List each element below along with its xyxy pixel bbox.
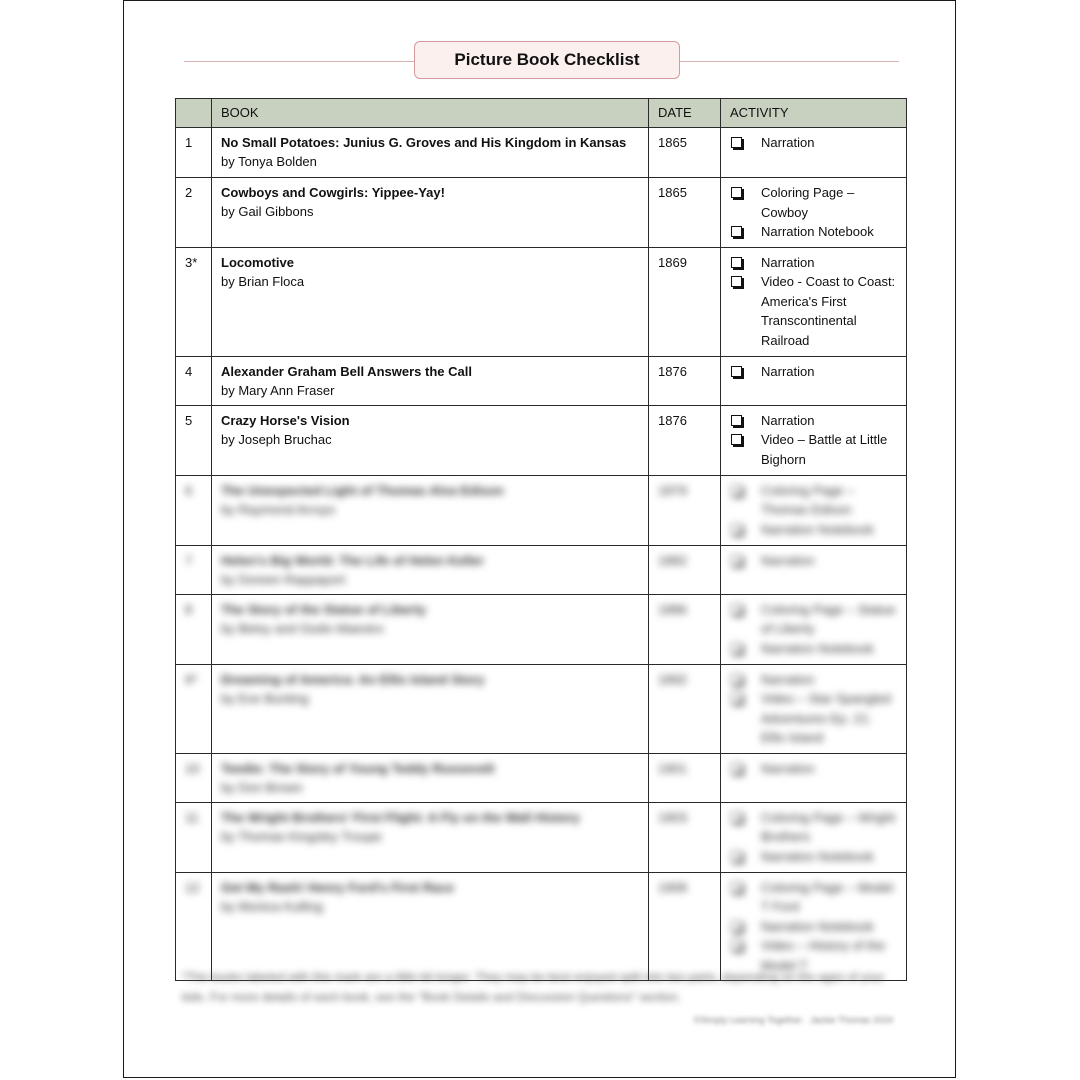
- activity-label: Video – Star Spangled Adventures Ep. 21: Ellis Island: [761, 691, 891, 745]
- activity-list: [730, 878, 897, 976]
- book-cell: [212, 247, 649, 356]
- book-title: Dreaming of America: An Ellis Island Story: [221, 671, 485, 687]
- checkbox-icon[interactable]: [731, 276, 742, 287]
- activity-item: [730, 808, 897, 847]
- book-author: by Eve Bunting: [221, 690, 309, 706]
- activity-item: [730, 183, 897, 222]
- activity-item: [730, 600, 897, 639]
- book-author: by Monica Kulling: [221, 898, 323, 914]
- header-book: BOOK: [212, 99, 649, 128]
- row-number: 1: [176, 128, 212, 178]
- table-row: [176, 594, 907, 664]
- activity-item: [730, 272, 897, 350]
- checkbox-icon[interactable]: [731, 693, 742, 704]
- activity-item: [730, 430, 897, 469]
- book-title: Teedie: The Story of Young Teddy Roosevelt: [221, 760, 495, 776]
- book-cell: [212, 872, 649, 981]
- table-row: [176, 247, 907, 356]
- table-row: [176, 356, 907, 405]
- activity-cell: [721, 178, 907, 248]
- activity-label: Coloring Page – Statue of Liberty: [761, 601, 896, 636]
- book-date: 1876: [649, 405, 721, 475]
- book-cell: [212, 128, 649, 178]
- book-title: Cowboys and Cowgirls: Yippee-Yay!: [221, 185, 445, 200]
- table-row: [176, 405, 907, 475]
- checkbox-icon[interactable]: [731, 643, 742, 654]
- checkbox-icon[interactable]: [731, 137, 742, 148]
- activity-label: Coloring Page – Wright Brothers: [761, 809, 896, 844]
- activity-label: Narration Notebook: [761, 224, 874, 239]
- activity-label: Narration Notebook: [761, 918, 874, 934]
- checkbox-icon[interactable]: [731, 434, 742, 445]
- activity-cell: [721, 872, 907, 981]
- activity-cell: [721, 753, 907, 802]
- checkbox-icon[interactable]: [731, 940, 742, 951]
- activity-list: [730, 551, 897, 571]
- book-checklist-table: [175, 98, 907, 981]
- activity-item: [730, 917, 897, 937]
- checkbox-icon[interactable]: [731, 921, 742, 932]
- book-author: by Mary Ann Fraser: [221, 382, 335, 398]
- activity-item: [730, 411, 897, 431]
- book-date: 1882: [649, 545, 721, 594]
- activity-list: [730, 411, 897, 470]
- book-date: 1869: [649, 247, 721, 356]
- activity-item: [730, 759, 897, 779]
- activity-cell: [721, 405, 907, 475]
- book-title: The Wright Brothers' First Flight: A Fly on the Wall History: [221, 809, 580, 825]
- book-cell: [212, 802, 649, 872]
- activity-cell: [721, 802, 907, 872]
- row-number: 4: [176, 356, 212, 405]
- book-date: 1865: [649, 128, 721, 178]
- activity-label: Narration: [761, 760, 815, 776]
- book-date: 1865: [649, 178, 721, 248]
- checkbox-icon[interactable]: [731, 187, 742, 198]
- book-date: 1908: [649, 872, 721, 981]
- book-title: The Unexpected Light of Thomas Alva Edison: [221, 482, 504, 498]
- book-cell: [212, 405, 649, 475]
- activity-item: [730, 362, 897, 382]
- book-title: The Story of the Statue of Liberty: [221, 601, 427, 617]
- activity-label: Video - Coast to Coast: America's First Transcontinental Railroad: [761, 274, 896, 348]
- activity-list: [730, 600, 897, 659]
- activity-label: Narration: [761, 552, 815, 568]
- checkbox-icon[interactable]: [731, 524, 742, 535]
- activity-list: [730, 133, 897, 153]
- book-date: 1892: [649, 664, 721, 753]
- table-header-row: [176, 99, 907, 128]
- row-number: 6: [176, 475, 212, 545]
- checkbox-icon[interactable]: [731, 485, 742, 496]
- activity-label: Video – Battle at Little Bighorn: [761, 432, 888, 467]
- row-number: 5: [176, 405, 212, 475]
- book-author: by Betsy and Giulio Maestro: [221, 620, 384, 636]
- activity-item: [730, 878, 897, 917]
- checkbox-icon[interactable]: [731, 257, 742, 268]
- activity-item: [730, 551, 897, 571]
- book-cell: [212, 753, 649, 802]
- copyright-note: ©Simply Learning Together · Jackie Thomas 2024: [693, 1015, 893, 1025]
- checkbox-icon[interactable]: [731, 366, 742, 377]
- activity-item: [730, 253, 897, 273]
- activity-list: [730, 481, 897, 540]
- activity-label: Narration Notebook: [761, 640, 874, 656]
- checkbox-icon[interactable]: [731, 415, 742, 426]
- row-number: 12: [176, 872, 212, 981]
- activity-list: [730, 759, 897, 779]
- header-activity: ACTIVITY: [721, 99, 907, 128]
- activity-label: Narration: [761, 135, 815, 150]
- activity-label: Coloring Page – Thomas Edison: [761, 482, 855, 517]
- activity-item: [730, 689, 897, 748]
- book-cell: [212, 545, 649, 594]
- table-row: [176, 802, 907, 872]
- table-row: [176, 545, 907, 594]
- table-row: [176, 872, 907, 981]
- table-row: [176, 178, 907, 248]
- header-number: [176, 99, 212, 128]
- activity-cell: [721, 475, 907, 545]
- book-author: by Doreen Rappaport: [221, 571, 346, 587]
- row-number: 8: [176, 594, 212, 664]
- checkbox-icon[interactable]: [731, 763, 742, 774]
- table-row: [176, 664, 907, 753]
- activity-label: Video – History of the Model T: [761, 938, 886, 973]
- book-author: by Brian Floca: [221, 273, 305, 289]
- activity-item: [730, 520, 897, 540]
- book-date: 1886: [649, 594, 721, 664]
- book-date: 1901: [649, 753, 721, 802]
- checkbox-icon[interactable]: [731, 674, 742, 685]
- book-title: No Small Potatoes: Junius G. Groves and His Kingdom in Kansas: [221, 135, 627, 150]
- activity-list: [730, 362, 897, 382]
- footnote: *The books labeled with this mark are a little bit longer. They may be best enjoyed split into two parts, depending on the ages of your kids. For more details of each book, see the "Book Details and Discussion Questions" section.: [182, 970, 885, 1004]
- book-title: Get My Rash! Henry Ford's First Race: [221, 879, 454, 895]
- activity-label: Coloring Page – Cowboy: [761, 185, 855, 220]
- activity-label: Narration: [761, 412, 815, 428]
- checkbox-icon[interactable]: [731, 882, 742, 893]
- activity-item: [730, 639, 897, 659]
- activity-list: [730, 670, 897, 748]
- document-page: [123, 0, 956, 1078]
- book-cell: [212, 178, 649, 248]
- activity-label: Narration: [761, 254, 815, 270]
- book-date: 1879: [649, 475, 721, 545]
- book-cell: [212, 594, 649, 664]
- activity-cell: [721, 356, 907, 405]
- book-author: by Tonya Bolden: [221, 154, 317, 169]
- book-cell: [212, 356, 649, 405]
- activity-item: [730, 670, 897, 690]
- activity-label: Narration: [761, 363, 815, 379]
- book-author: by Gail Gibbons: [221, 204, 314, 219]
- activity-list: [730, 253, 897, 351]
- book-author: by Raymond Arroyo: [221, 501, 336, 517]
- checkbox-icon[interactable]: [731, 555, 742, 566]
- activity-list: [730, 808, 897, 867]
- book-author: by Thomas Kingsley Troupe: [221, 828, 382, 844]
- activity-list: [730, 183, 897, 242]
- activity-item: [730, 222, 897, 242]
- book-author: by Don Brown: [221, 779, 303, 795]
- checkbox-icon[interactable]: [731, 226, 742, 237]
- book-cell: [212, 475, 649, 545]
- activity-item: [730, 847, 897, 867]
- row-number: 10: [176, 753, 212, 802]
- checkbox-icon[interactable]: [731, 604, 742, 615]
- activity-label: Narration: [761, 671, 815, 687]
- checkbox-icon[interactable]: [731, 851, 742, 862]
- activity-cell: [721, 545, 907, 594]
- activity-item: [730, 133, 897, 153]
- table-row: [176, 128, 907, 178]
- page-title: Picture Book Checklist: [414, 41, 680, 79]
- book-cell: [212, 664, 649, 753]
- row-number: 9*: [176, 664, 212, 753]
- activity-cell: [721, 128, 907, 178]
- row-number: 11: [176, 802, 212, 872]
- activity-item: [730, 481, 897, 520]
- row-number: 3*: [176, 247, 212, 356]
- row-number: 7: [176, 545, 212, 594]
- activity-label: Narration Notebook: [761, 521, 874, 537]
- table-row: [176, 753, 907, 802]
- book-title: Alexander Graham Bell Answers the Call: [221, 363, 472, 379]
- book-title: Crazy Horse's Vision: [221, 412, 350, 428]
- checkbox-icon[interactable]: [731, 812, 742, 823]
- book-date: 1903: [649, 802, 721, 872]
- activity-label: Narration Notebook: [761, 848, 874, 864]
- activity-label: Coloring Page – Model T Ford: [761, 879, 894, 914]
- activity-cell: [721, 664, 907, 753]
- book-author: by Joseph Bruchac: [221, 431, 332, 447]
- book-title: Helen's Big World: The Life of Helen Keller: [221, 552, 484, 568]
- activity-cell: [721, 594, 907, 664]
- book-date: 1876: [649, 356, 721, 405]
- header-date: DATE: [649, 99, 721, 128]
- row-number: 2: [176, 178, 212, 248]
- book-title: Locomotive: [221, 254, 294, 270]
- activity-cell: [721, 247, 907, 356]
- table-row: [176, 475, 907, 545]
